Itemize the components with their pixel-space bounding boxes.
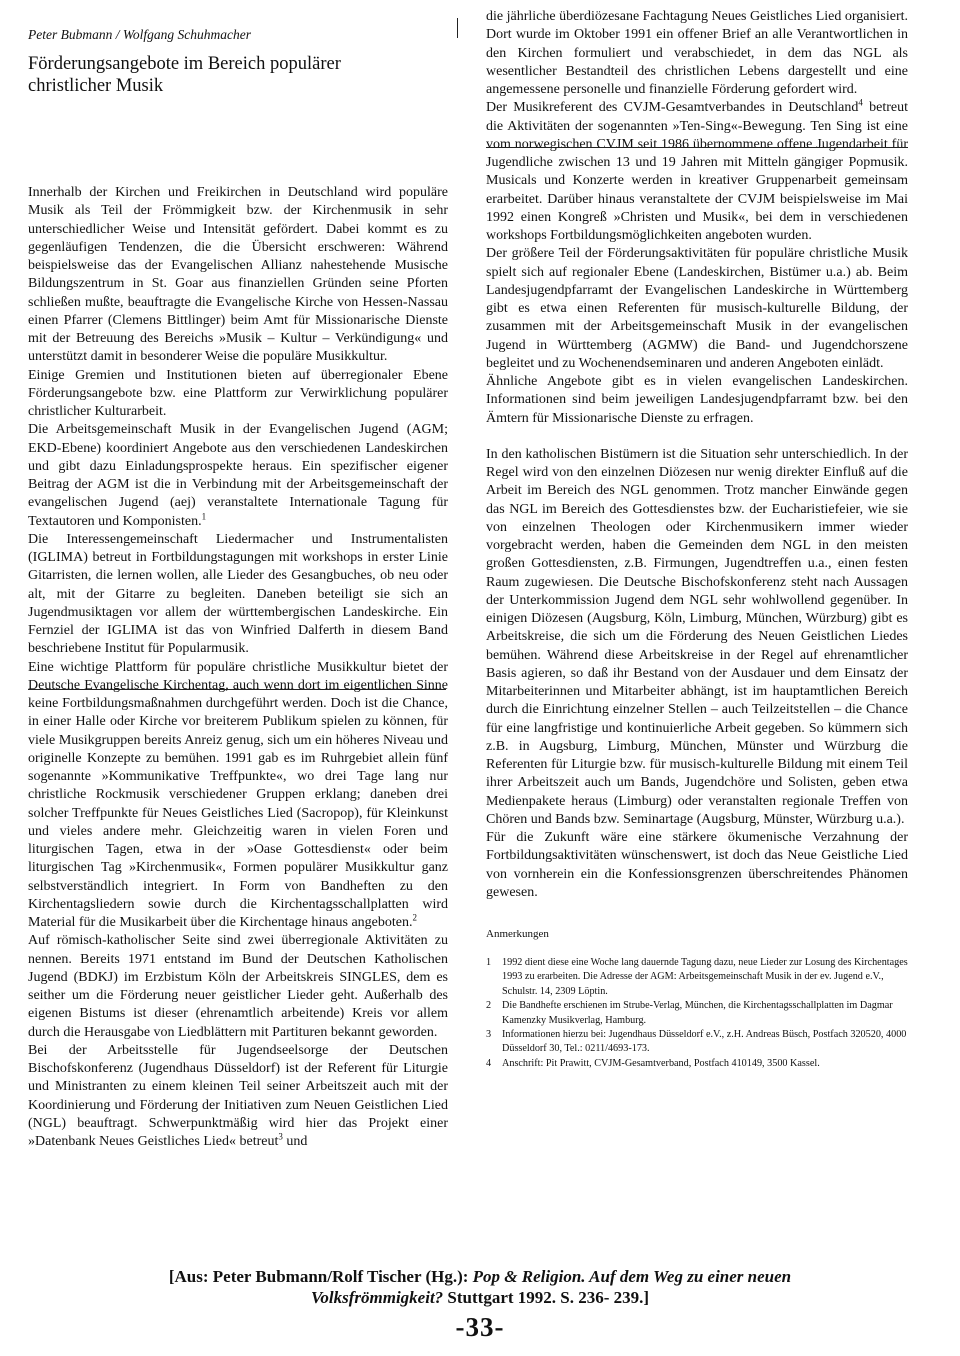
- footnote: [486, 999, 908, 1028]
- paragraph: [486, 99, 908, 245]
- paragraph: Für die Zukunft wäre eine stärkere ökumenische Verzahnung der Fortbildungsaktivitäten wünschenswert, ist doch das Neue Geistliche Lied von vornherein ein die Konfessionsgrenzen überschreitendes Phänomen gewesen.: [486, 830, 908, 900]
- left-body: [28, 184, 448, 1151]
- page-number: -33-: [455, 1312, 505, 1342]
- paragraph-text: Bei der Arbeitsstelle für Jugendseelsorge der Deutschen Bischofskonferenz (Jugendhaus Düsseldorf) ist der Referent für Liturgie und Ministranten zu einem kleinen Teil seiner Arbeitszeit auch mit der Koordinierung und Förderung der Initiativen zum Neuen Geistlichen Lied (NGL) beauftragt. Schwerpunktmäßig wird hier das Projekt einer »Datenbank Neues Geistliches Lied« betreut: [28, 1042, 448, 1149]
- author-line: Peter Bubmann / Wolfgang Schuhmacher: [28, 27, 251, 42]
- footnote-text: 1992 dient diese eine Woche lang dauernde Tagung dazu, neue Lieder zur Losung des Kirchentages 1993 zu erarbeiten. Die Adresse der AGM: Arbeitsgemeinschaft Musik in der ev. Jugend e.V., Schulstr. 14, 2309 Löptin.: [502, 957, 908, 997]
- paragraph: Einige Gremien und Institutionen bieten auf überregionaler Ebene Förderungsangebote bzw. eine Plattform zur Verwirklichung populärer christlicher Kulturarbeit.: [28, 367, 448, 419]
- footnote-number: 2: [486, 1000, 492, 1012]
- paragraph: [28, 421, 448, 531]
- paragraph: Ähnliche Angebote gibt es in vielen evangelischen Landeskirchen. Informationen sind beim jeweiligen Landesjugendpfarramt bzw. bei den Ämtern für Missionarische Dienste zu erfragen.: [486, 374, 908, 426]
- left-column: [28, 0, 448, 1151]
- underline-rule: [486, 147, 908, 148]
- footnote-text: Die Bandhefte erschienen im Strube-Verlag, München, die Kirchentagsschallplatten im Dagmar Kamenzky Musikverlag, Hamburg.: [502, 1000, 893, 1026]
- footnote-ref: 2: [412, 912, 417, 923]
- paragraph: [28, 1042, 448, 1152]
- footnote-text: Informationen hierzu bei: Jugendhaus Düsseldorf e.V., z.H. Andreas Büsch, Postfach 320520, 4000 Düsseldorf 30, Tel.: 0211/4693-173.: [502, 1029, 907, 1055]
- footnote-number: 4: [486, 1057, 492, 1069]
- notes-list: [486, 956, 908, 1071]
- footnote-ref: 3: [278, 1131, 283, 1142]
- footnote-ref: 1: [201, 510, 207, 521]
- article-title: Förderungsangebote im Bereich populärer christlicher Musik: [28, 54, 341, 96]
- citation-title: Volksfrömmigkeit?: [310, 1288, 444, 1307]
- paragraph-text: Der Musikreferent des CVJM-Gesamtverbandes in Deutschland: [486, 100, 859, 116]
- paragraph: Auf römisch-katholischer Seite sind zwei überregionale Aktivitäten zu nennen. Bereits 1971 entstand im Bund der Deutschen Katholischen Jugend (BDKJ) im Erzbistum Köln der Arbeitskreis SINGLES, dem es seither um die Förderung neuer geistlicher Lieder geht. Außerhalb des eigenen Bistums ist dieser (ehrenamtlich arbeitende) Kreis vor allem durch die Herausgabe von Liedblättern mit Partituren bekannt geworden.: [28, 933, 448, 1040]
- column-divider-mark: [457, 18, 458, 38]
- paragraph: Innerhalb der Kirchen und Freikirchen in Deutschland wird populäre Musik als Teil der Frömmigkeit bzw. der Kirchenmusik in sehr unterschiedlicher Weise und Intensität gefördert. Dabei kommt es zu gegenläufigen Tendenzen, die die Übersicht erschweren: Während beispielsweise das der Evangelischen Allianz nahestehende Musische Bildungszentrum in St. Goar aus finanziellen Gründen seine Pforten schließen mußte, beauftragte die Evangelische Kirche von Hessen-Nassau einen Pfarrer (Clemens Bittlinger) beim Amt für Missionarische Dienste mit der Betreuung des Bereichs »Musik – Kultur – Verkündigung« und unterstützt damit in besonderer Weise die populäre Musikkultur.: [28, 185, 448, 365]
- paragraph: [28, 659, 448, 933]
- paragraph: Die Interessengemeinschaft Liedermacher und Instrumentalisten (IGLIMA) betreut in Fortbildungstagungen mit workshops in erster Linie Gitarristen, die lernen wollen, alle Lieder des Gesangbuches, ob neu oder alt, mit der Gitarre zu begleiten. Daneben beteiligt sie sich an Jugendmusiktagen vor allem der württembergischen Landeskirche. Ein Fernziel der IGLIMA ist das von Winfried Dalferth in diesem Band beschriebene Institut für Popularmusik.: [28, 531, 448, 657]
- source-citation: [20, 1266, 940, 1308]
- paragraph-gap: [486, 428, 908, 446]
- right-column: [486, 0, 908, 1071]
- footnote-text: Anschrift: Pit Prawitt, CVJM-Gesamtverband, Postfach 410149, 3500 Kassel.: [502, 1057, 820, 1069]
- footnote: [486, 1028, 908, 1057]
- citation-prefix: [Aus: Peter Bubmann/Rolf Tischer (Hg.):: [168, 1267, 473, 1286]
- notes-heading: Anmerkungen: [486, 928, 549, 940]
- paragraph: In den katholischen Bistümern ist die Situation sehr unterschiedlich. In der Regel wird von den einzelnen Diözesen nur wenig direkter Einfluß auf die Arbeit im Bereich des NGL genommen. Trotz mancher Einwände gegen das NGL im Bereich des Gottesdienstes bzw. der Eucharistiefeier, wie sie von einzelnen Theologen oder Kirchenmusikern immer wieder vorgebracht werden, haben die Gemeinden dem NGL in den meisten großen Gottesdiensten, z.B. Firmungen, Jugendtreffen u.a., einen festen Raum zugewiesen. Die Deutsche Bischofskonferenz steht nach Aussagen der Unterkommission Jugend dem NGL sehr wohlwollend gegenüber. In einigen Diözesen (Augsburg, Köln, Limburg, München, Würzburg) gibt es Arbeitskreise, die sich um die Förderung des Neuen Geistlichen Liedes bemühen. Während diese Arbeitskreise in der Regel auf ehrenamtlicher Basis agieren, so daß ihr Bestand von der Ausdauer und dem Einsatz der Mitarbeiterinnen und Mitarbeiter abhängt, ist im hauptamtlichen Bereich durch die Einrichtung einzelner Stellen – auch Teilzeitstellen – die Chance für eine langfristige und kontinuierliche Arbeit gegeben. So kümmern sich z.B. in Augsburg, Limburg, München, Münster und Würzburg die Referenten für Liturgie bzw. für musisch-kulturelle Bildung mit einem Teil ihrer Arbeitszeit auch um Bands, Jugendchöre und Solisten, geben etwa Medienpakete heraus (Limburg) oder veranstalten regionale Treffen von Chören und Bands bzw. Seminartage (Augsburg, Münster, Würzburg u.a.).: [486, 446, 908, 827]
- citation-line-2: [20, 1287, 940, 1308]
- paragraph-text: Die Arbeitsgemeinschaft Musik in der Evangelischen Jugend (AGM; EKD-Ebene) koordiniert Angebote aus den verschiedenen Landeskirchen und gibt dazu Einladungsprospekte heraus. Ein spezifischer eigener Beitrag der AGM ist die in Verbindung mit der Arbeitsgemeinschaft der evangelischen Jugend (aej) veranstaltete Internationale Tagung für Textautoren und Komponisten.: [28, 422, 448, 529]
- paragraph-text: betreut die Aktivitäten der sogenannten »Ten-Sing«-Bewegung. Ten Sing ist eine vom norwegischen CVJM seit 1986 übernommene offene Jugendarbeit für Jugendliche zwischen 13 und 19 Jahren mit Mitteln gängiger Popmusik. Musicals und Konzerte werden in kreativer Gruppenarbeit gemeinsam erarbeitet. Darüber hinaus veranstaltete der CVJM beispielsweise im Mai 1992 einen Kongreß »Christen und Musik«, bei dem in verschiedenen workshops Fortbildungsmöglichkeiten angeboten wurden.: [486, 100, 908, 243]
- citation-line-1: [20, 1266, 940, 1287]
- footnote-ref: 4: [858, 97, 863, 108]
- underline-rule: [28, 689, 446, 690]
- footnote: [486, 1057, 908, 1071]
- paragraph: die jährliche überdiözesane Fachtagung Neues Geistliches Lied organisiert. Dort wurde im Oktober 1991 ein offener Brief an alle Verantwortlichen in den Kirchen formuliert und verabschiedet, in dem das NGL als wesentlicher Bestandteil des christlichen Lebens dargestellt und eine angemessene personelle und finanzielle Förderung gefordert wird.: [486, 9, 908, 97]
- paragraph-text: Eine wichtige Plattform für populäre christliche Musikkultur bietet der Deutsche Evangelische Kirchentag, auch wenn dort im eigentlichen Sinne keine Fortbildungsmaßnahmen durchgeführt werden. Doch ist die Chance, in einer Halle oder Kirche vor breiterem Publikum spielen zu können, für viele Musikgruppen bereits Anreiz genug, sich um ein höheres Niveau und originelle Konzepte zu bemühen. 1991 gab es im Ruhrgebiet allein fünf sogenannte »Kommunikative Treffpunkte«, wo drei Tage lang nur christliche Rockmusik verschiedener Gruppen erklang; daneben drei solcher Treffpunkte für Neues Geistliches Lied (Sacropop), für Kleinkunst und vieles andere mehr. Gleichzeitig waren in vielen Foren und liturgischen Tagen, etwa in der »Oase Gottesdienst« oder beim liturgischen Tag »Kirchenmusik«, Formen populärer Musikkultur ganz selbstverständlich integriert. In Form von Bandheften zu den Kirchentagsliedern sowie durch die Kirchentagsschallplatten wird Material für die Musikarbeit über die Kirchentage hinaus angeboten.: [28, 659, 448, 930]
- footnote-number: 1: [486, 957, 492, 968]
- paragraph: Der größere Teil der Förderungsaktivitäten für populäre christliche Musik spielt sich auf regionaler Ebene (Landeskirchen, Bistümer u.a.) ab. Beim Landesjugendpfarramt der Evangelischen Landeskirche in Württemberg gibt es etwa einen Referenten für musisch-kulturelle Bildung, der zusammen mit der Arbeitsgemeinschaft Musik in der evangelischen Jugend in Württemberg (AGMW) die Band- und Jugendchorszene begleitet und zu Wochenendseminaren und anderen Angeboten einlädt.: [486, 246, 908, 371]
- footnote-number: 3: [486, 1029, 492, 1041]
- citation-suffix: Stuttgart 1992. S. 236- 239.]: [443, 1288, 650, 1307]
- right-body: [486, 8, 908, 902]
- paragraph-text: und: [282, 1134, 308, 1149]
- footnote: [486, 956, 908, 999]
- citation-title: Pop & Religion. Auf dem Weg zu einer neuen: [472, 1267, 792, 1286]
